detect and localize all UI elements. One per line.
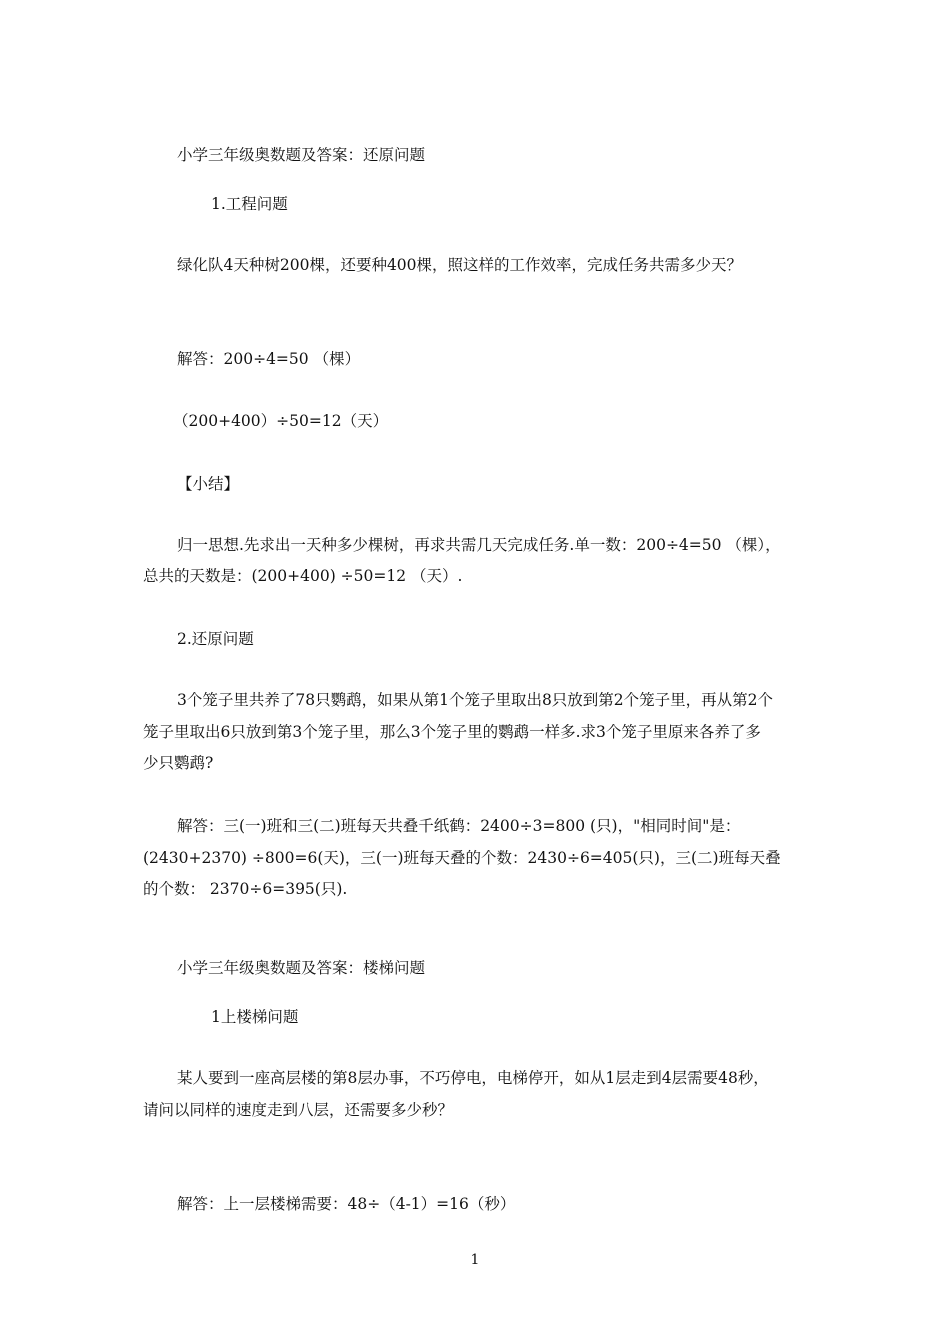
question-heading-stairs: 1上楼梯问题 (211, 1008, 299, 1026)
summary-line-1: 归一思想.先求出一天种多少棵树，再求共需几天完成任务.单一数：200÷4=50 （棵）， (177, 536, 781, 554)
answer-line-1: 解答：三(一)班和三(二)班每天共叠千纸鹤：2400÷3=800 (只)，"相同时间"是： (177, 817, 741, 835)
section-title-restore-problems: 小学三年级奥数题及答案：还原问题 (177, 146, 426, 164)
question-heading-engineering: 1.工程问题 (211, 195, 288, 213)
page-number: 1 (470, 1252, 480, 1268)
answer-line-3: 的个数： 2370÷6=395(只). (143, 880, 348, 898)
problem-line-2: 笼子里取出6只放到第3个笼子里，那么3个笼子里的鹦鹉一样多.求3个笼子里原来各养了多 (143, 723, 761, 741)
answer-line-1: 解答：上一层楼梯需要：48÷（4-1）=16（秒） (177, 1195, 516, 1213)
problem-text-engineering: 绿化队4天种树200棵，还要种400棵，照这样的工作效率，完成任务共需多少天？ (177, 256, 743, 274)
problem-line-3: 少只鹦鹉? (143, 754, 214, 772)
section-title-stairs-problems: 小学三年级奥数题及答案：楼梯问题 (177, 959, 426, 977)
summary-heading: 【小结】 (177, 475, 240, 493)
answer-line-2: （200+400）÷50=12（天） (173, 412, 389, 430)
question-heading-restore: 2.还原问题 (177, 630, 254, 648)
problem-line-2: 请问以同样的速度走到八层，还需要多少秒？ (143, 1101, 454, 1119)
problem-line-1: 某人要到一座高层楼的第8层办事，不巧停电，电梯停开，如从1层走到4层需要48秒， (177, 1069, 769, 1087)
answer-line-1: 解答：200÷4=50 （棵） (177, 350, 361, 368)
summary-line-2: 总共的天数是：(200+400) ÷50=12 （天）. (143, 567, 463, 585)
answer-line-2: (2430+2370) ÷800=6(天)，三(一)班每天叠的个数：2430÷6=405(只)，三(二)班每天叠 (143, 849, 781, 867)
problem-line-1: 3个笼子里共养了78只鹦鹉，如果从第1个笼子里取出8只放到第2个笼子里，再从第2个 (177, 691, 774, 709)
